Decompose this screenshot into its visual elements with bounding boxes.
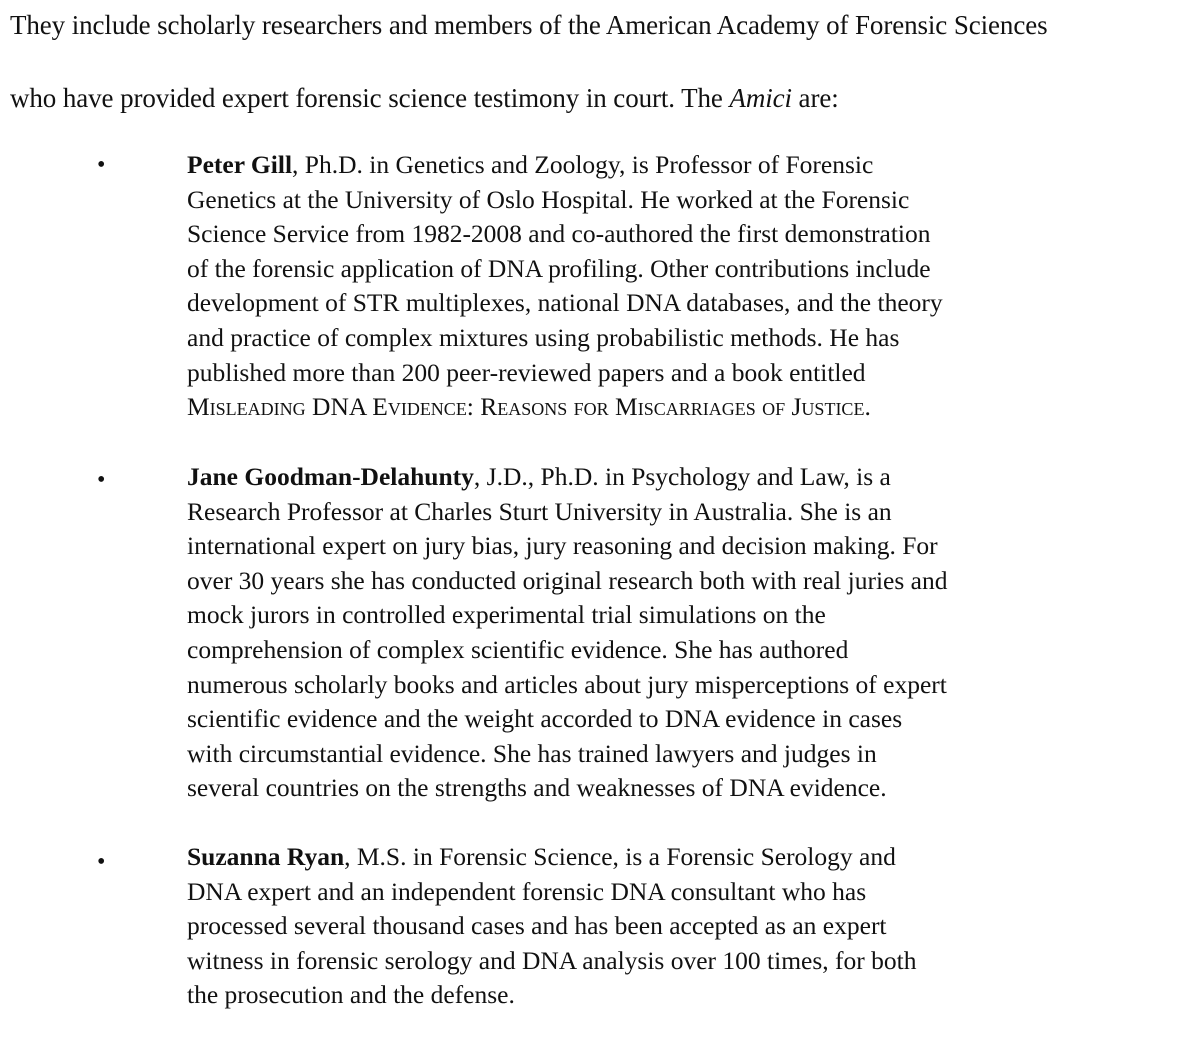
entry-line: and practice of complex mixtures using probabilistic methods. He has <box>187 322 900 352</box>
book-title: Misleading DNA Evidence: Reasons for Miscarriages of Justice <box>187 392 865 422</box>
entry-line: numerous scholarly books and articles about jury misperceptions of expert <box>187 669 947 699</box>
entry-line: scientific evidence and the weight accorded to DNA evidence in cases <box>187 704 903 734</box>
entry-line: mock jurors in controlled experimental trial simulations on the <box>187 600 826 630</box>
entry-line <box>187 460 1187 495</box>
amicus-name: Jane Goodman-Delahunty <box>187 462 474 491</box>
intro-line-2 <box>10 83 839 114</box>
amicus-entry-gill <box>187 148 1187 425</box>
entry-line: Research Professor at Charles Sturt University in Australia. She is an <box>187 496 892 526</box>
bullet-icon: • <box>97 152 106 178</box>
entry-line <box>187 840 1187 875</box>
entry-line: development of STR multiplexes, national DNA databases, and the theory <box>187 288 943 318</box>
entry-text: , J.D., Ph.D. in Psychology and Law, is a <box>473 462 891 491</box>
entry-line: witness in forensic serology and DNA analysis over 100 times, for both <box>187 945 917 975</box>
entry-line: over 30 years she has conducted original research both with real juries and <box>187 565 948 595</box>
entry-line: DNA expert and an independent forensic DNA consultant who has <box>187 876 867 906</box>
entry-line: several countries on the strengths and weaknesses of DNA evidence. <box>187 773 887 803</box>
entry-line <box>187 148 1187 183</box>
amicus-entry-goodman-delahunty <box>187 460 1187 806</box>
book-suffix: . <box>864 392 871 422</box>
amicus-name: Suzanna Ryan <box>187 842 345 871</box>
bullet-icon: • <box>97 467 106 493</box>
entry-line: with circumstantial evidence. She has trained lawyers and judges in <box>187 738 877 768</box>
entry-line: published more than 200 peer-reviewed papers and a book entitled <box>187 357 866 387</box>
entry-line: of the forensic application of DNA profiling. Other contributions include <box>187 253 931 283</box>
entry-line: Genetics at the University of Oslo Hospital. He worked at the Forensic <box>187 184 910 214</box>
entry-line: the prosecution and the defense. <box>187 980 515 1010</box>
intro-line-2-end: are: <box>791 83 839 113</box>
entry-line <box>187 390 1187 425</box>
entry-text: , M.S. in Forensic Science, is a Forensic Serology and <box>344 842 896 871</box>
entry-line: comprehension of complex scientific evidence. She has authored <box>187 634 849 664</box>
entry-line: Science Service from 1982-2008 and co-authored the first demonstration <box>187 219 931 249</box>
amicus-entry-ryan <box>187 840 1187 1013</box>
entry-line: international expert on jury bias, jury reasoning and decision making. For <box>187 531 938 561</box>
entry-text: , Ph.D. in Genetics and Zoology, is Professor of Forensic <box>292 150 874 179</box>
entry-line: processed several thousand cases and has been accepted as an expert <box>187 911 887 941</box>
bullet-icon: • <box>97 849 106 875</box>
intro-line-2-text: who have provided expert forensic science testimony in court. The <box>10 83 730 113</box>
intro-line-1: They include scholarly researchers and members of the American Academy of Forensic Sciences <box>10 10 1048 40</box>
amicus-name: Peter Gill <box>187 150 293 179</box>
amici-term: Amici <box>729 83 792 113</box>
